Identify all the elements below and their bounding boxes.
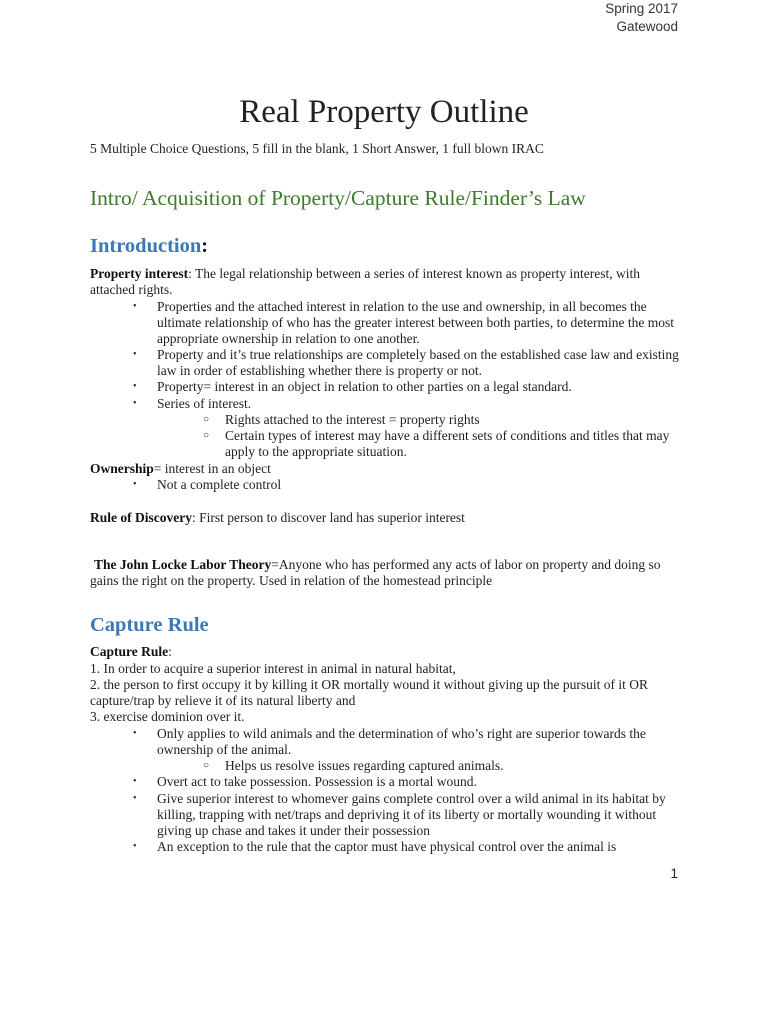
header-instructor: Gatewood: [616, 19, 678, 34]
capture-step: 3. exercise dominion over it.: [90, 709, 245, 724]
list-item: • Property= interest in an object in relation to other parties on a legal standard.: [157, 379, 682, 395]
capture-step: 1. In order to acquire a superior interest in animal in natural habitat,: [90, 661, 456, 676]
section-heading: Intro/ Acquisition of Property/Capture Rule/Finder’s Law: [90, 186, 586, 210]
list-item: • Properties and the attached interest in relation to the use and ownership, in all becomes the ultimate relationship of who has the greater interest between both parties, to determine the most appropriate ownership in relation to one another.: [157, 299, 682, 348]
john-locke-labor-theory: [90, 557, 680, 589]
sub-list-item: ○ Certain types of interest may have a different sets of conditions and titles that may apply to the appropriate situation.: [225, 428, 680, 460]
capture-rule-colon: :: [168, 644, 172, 659]
locke-term: The John Locke Labor Theory: [94, 557, 272, 572]
sub-list-item: ○ Helps us resolve issues regarding captured animals.: [225, 758, 680, 774]
list-item: • Series of interest.: [157, 396, 682, 412]
ownership-term: Ownership: [90, 461, 154, 476]
exam-format-note: 5 Multiple Choice Questions, 5 fill in the blank, 1 Short Answer, 1 full blown IRAC: [90, 141, 544, 156]
list-item: • Give superior interest to whomever gains complete control over a wild animal in its habitat by killing, trapping with net/traps and depriving it of its liberty or mortally wounding it without giving up chase and takes it under their possession: [157, 791, 682, 840]
ownership-text: = interest in an object: [153, 461, 271, 476]
page-title: Real Property Outline: [239, 94, 529, 130]
page-number: 1: [670, 866, 678, 881]
rule-of-discovery: [90, 510, 680, 526]
introduction-heading-colon: :: [201, 235, 209, 257]
introduction-heading-text: Introduction: [90, 235, 202, 257]
list-item: • Not a complete control: [157, 477, 682, 493]
list-item: • Property and it’s true relationships are completely based on the established case law and existing law in order of establishing whether there is property or not.: [157, 347, 682, 379]
capture-rule-term: Capture Rule: [90, 644, 169, 659]
locke-text: =Anyone who has performed any acts of labor on property and doing so gains the right on the property. Used in relation of the homestead principle: [90, 557, 661, 589]
header-term: Spring 2017: [605, 1, 678, 16]
property-interest-term: Property interest: [90, 266, 189, 281]
list-item: • Overt act to take possession. Possession is a mortal wound.: [157, 774, 682, 790]
discovery-text: : First person to discover land has superior interest: [191, 510, 465, 525]
property-interest-text: : The legal relationship between a series of interest known as property interest, with attached rights.: [90, 266, 640, 298]
capture-rule-label: [90, 644, 680, 660]
property-interest-definition: [90, 266, 680, 298]
capture-rule-heading: Capture Rule: [90, 614, 209, 636]
page-header: [605, 0, 678, 36]
list-item: • Only applies to wild animals and the determination of who’s right are superior towards the ownership of the animal.: [157, 726, 682, 758]
ownership-definition: [90, 461, 680, 477]
introduction-heading: [90, 233, 208, 259]
list-item: • An exception to the rule that the captor must have physical control over the animal is: [157, 839, 682, 855]
sub-list-item: ○ Rights attached to the interest = property rights: [225, 412, 680, 428]
capture-step: 2. the person to first occupy it by killing it OR mortally wound it without giving up the pursuit of it OR capture/trap by relieve it of its natural liberty and: [90, 677, 648, 709]
discovery-term: Rule of Discovery: [90, 510, 192, 525]
